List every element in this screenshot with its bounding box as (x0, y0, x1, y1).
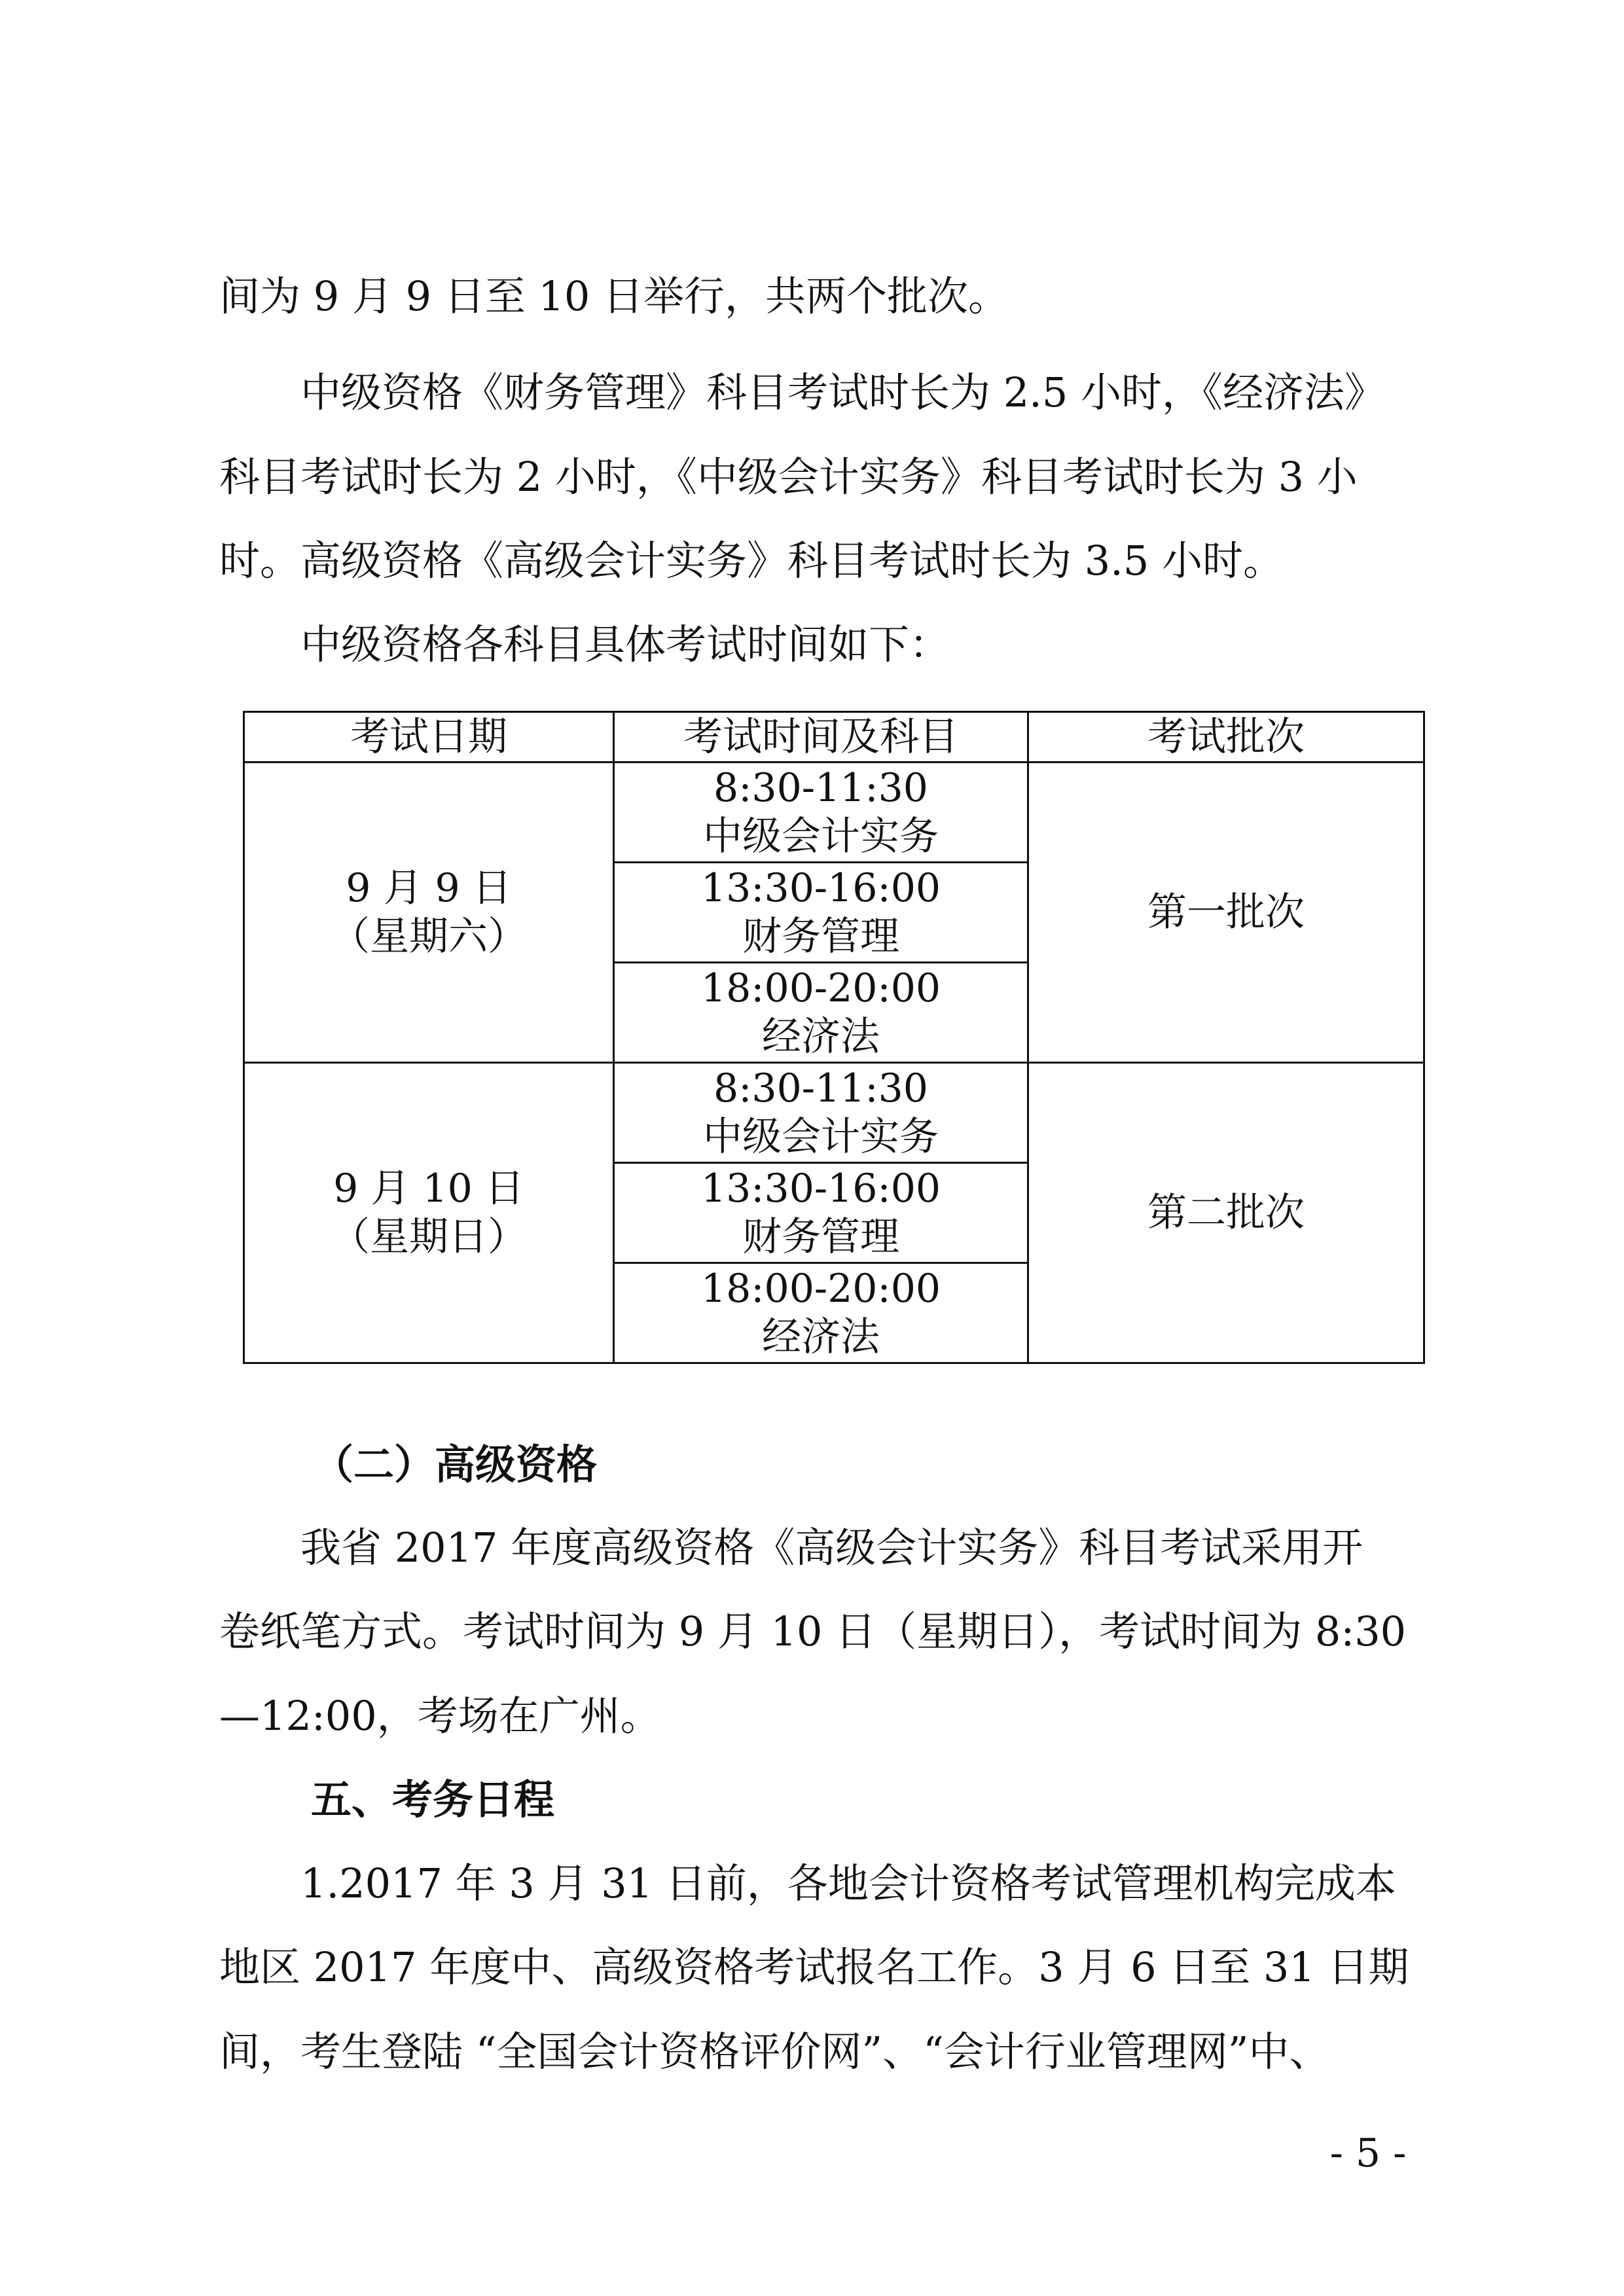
exam-schedule-table (243, 711, 1425, 1364)
paragraph-line: —12:00，考场在广州。 (219, 1692, 661, 1740)
header-exam-batch: 考试批次 (1028, 712, 1424, 762)
session-cell (614, 863, 1028, 963)
exam-date: 9 月 9 日 (346, 865, 512, 911)
session-subject: 财务管理 (742, 1214, 899, 1260)
batch-cell: 第二批次 (1028, 1063, 1424, 1363)
paragraph-line: 地区 2017 年度中、高级资格考试报名工作。3 月 6 日至 31 日期 (219, 1943, 1409, 1991)
session-time: 8:30-11:30 (713, 1066, 928, 1111)
session-subject: 中级会计实务 (703, 1114, 939, 1160)
exam-weekday: （星期六） (331, 914, 527, 960)
table-row (244, 1063, 1424, 1163)
exam-weekday: （星期日） (331, 1214, 527, 1260)
paragraph-line: 时。高级资格《高级会计实务》科目考试时长为 3.5 小时。 (219, 537, 1284, 584)
section-heading-senior: （二）高级资格 (313, 1441, 598, 1488)
date-cell (244, 1063, 614, 1363)
exam-date: 9 月 10 日 (333, 1166, 524, 1211)
session-subject: 中级会计实务 (703, 814, 939, 859)
paragraph-line: 间，考生登陆 “全国会计资格评价网”、“会计行业管理网”中、 (219, 2028, 1330, 2075)
session-time: 18:00-20:00 (700, 965, 941, 1011)
date-cell (244, 762, 614, 1063)
session-time: 8:30-11:30 (713, 765, 928, 811)
table-row (244, 762, 1424, 863)
session-subject: 经济法 (762, 1014, 880, 1060)
paragraph-line: 1.2017 年 3 月 31 日前，各地会计资格考试管理机构完成本 (219, 1859, 1396, 1907)
paragraph-line: 间为 9 月 9 日至 10 日举行，共两个批次。 (219, 272, 1009, 320)
session-cell (614, 1263, 1028, 1363)
section-heading-schedule: 五、考务日程 (311, 1776, 555, 1823)
batch-cell: 第一批次 (1028, 762, 1424, 1063)
session-cell (614, 1063, 1028, 1163)
page-number: - 5 - (1329, 2130, 1407, 2176)
paragraph-line: 卷纸笔方式。考试时间为 9 月 10 日（星期日），考试时间为 8:30 (219, 1607, 1407, 1655)
table-header-row (244, 712, 1424, 762)
session-time: 18:00-20:00 (700, 1266, 941, 1312)
paragraph-line: 科目考试时长为 2 小时，《中级会计实务》科目考试时长为 3 小 (219, 453, 1358, 501)
session-subject: 经济法 (762, 1314, 880, 1360)
session-subject: 财务管理 (742, 914, 899, 960)
paragraph-line: 我省 2017 年度高级资格《高级会计实务》科目考试采用开 (219, 1524, 1363, 1571)
session-time: 13:30-16:00 (700, 1166, 941, 1211)
session-cell (614, 1163, 1028, 1263)
header-exam-time-subject: 考试时间及科目 (614, 712, 1028, 762)
paragraph-line: 中级资格各科目具体考试时间如下： (219, 620, 950, 668)
session-cell (614, 963, 1028, 1063)
session-time: 13:30-16:00 (700, 865, 941, 911)
header-exam-date: 考试日期 (244, 712, 614, 762)
paragraph-line: 中级资格《财务管理》科目考试时长为 2.5 小时，《经济法》 (219, 368, 1386, 416)
session-cell (614, 762, 1028, 863)
